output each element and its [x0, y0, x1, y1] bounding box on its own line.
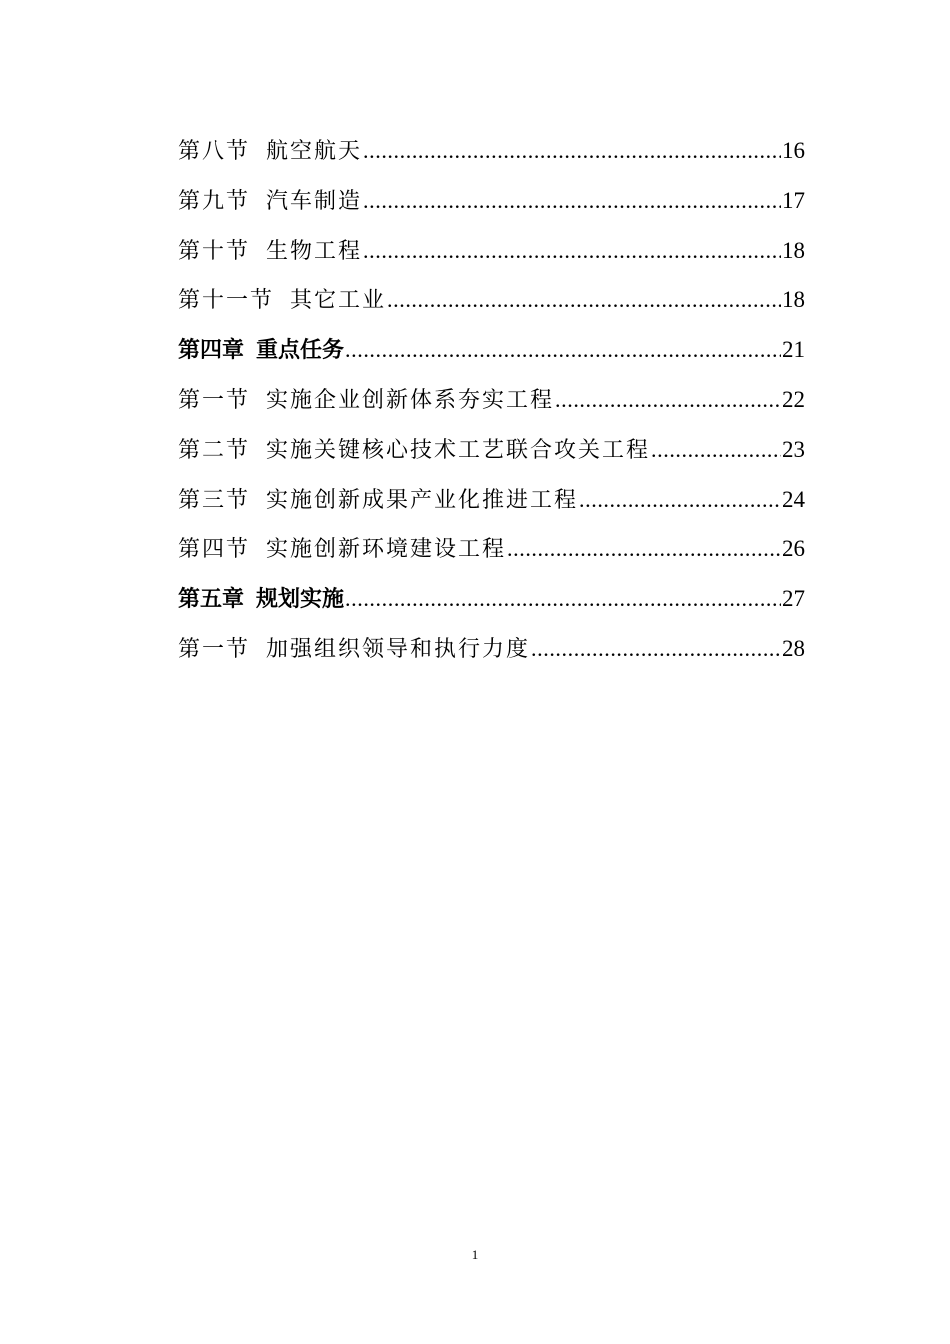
- toc-entry-section[interactable]: [178, 176, 805, 226]
- toc-entry-page: 23: [782, 436, 805, 462]
- toc-entry-chapter[interactable]: [178, 325, 805, 375]
- toc-entry-page: 27: [782, 586, 805, 612]
- toc-entry-title: 航空航天: [266, 139, 363, 164]
- toc-entry-number: 第八节: [178, 139, 251, 164]
- table-of-contents: [178, 126, 805, 674]
- toc-entry-page: 18: [782, 237, 805, 263]
- toc-entry-page: 24: [782, 486, 805, 512]
- toc-entry-number: 第一节: [178, 387, 251, 413]
- toc-dot-leader: [363, 126, 781, 176]
- toc-entry-title: 生物工程: [266, 238, 363, 264]
- toc-entry-number: 第三节: [178, 487, 251, 513]
- toc-dot-leader: [387, 275, 781, 325]
- toc-entry-title: 加强组织领导和执行力度: [266, 636, 531, 662]
- toc-dot-leader: [507, 524, 781, 574]
- toc-entry-title: 汽车制造: [266, 188, 363, 214]
- toc-entry-number: 第二节: [178, 437, 251, 463]
- toc-entry-title: 实施创新成果产业化推进工程: [266, 487, 579, 513]
- toc-entry-title: 其它工业: [290, 288, 387, 314]
- toc-entry-section[interactable]: [178, 375, 805, 425]
- page-number: 1: [471, 1247, 479, 1262]
- toc-entry-section[interactable]: [178, 126, 805, 176]
- toc-entry-section[interactable]: [178, 624, 805, 674]
- toc-entry-page: 16: [782, 138, 805, 163]
- toc-entry-number: 第一节: [178, 636, 251, 662]
- toc-dot-leader: [345, 574, 781, 624]
- toc-entry-chapter[interactable]: [178, 574, 805, 624]
- toc-entry-section[interactable]: [178, 226, 805, 276]
- toc-entry-title: 实施企业创新体系夯实工程: [266, 387, 555, 413]
- toc-entry-page: 18: [782, 287, 805, 313]
- toc-dot-leader: [345, 325, 781, 375]
- toc-entry-title: 实施创新环境建设工程: [266, 537, 507, 563]
- toc-dot-leader: [363, 226, 781, 276]
- toc-entry-number: 第四章: [178, 338, 245, 364]
- toc-dot-leader: [363, 176, 781, 226]
- toc-dot-leader: [531, 624, 781, 674]
- toc-entry-page: 26: [782, 536, 805, 562]
- toc-entry-page: 21: [782, 337, 805, 363]
- toc-dot-leader: [555, 375, 781, 425]
- toc-entry-title: 重点任务: [256, 338, 345, 364]
- toc-entry-title: 实施关键核心技术工艺联合攻关工程: [266, 437, 651, 463]
- toc-entry-number: 第四节: [178, 537, 251, 563]
- toc-entry-section[interactable]: [178, 275, 805, 325]
- toc-dot-leader: [579, 475, 781, 525]
- toc-entry-number: 第五章: [178, 587, 245, 613]
- toc-entry-number: 第十一节: [178, 288, 275, 314]
- toc-entry-title: 规划实施: [256, 587, 345, 613]
- toc-entry-section[interactable]: [178, 524, 805, 574]
- toc-entry-number: 第九节: [178, 188, 251, 214]
- toc-entry-number: 第十节: [178, 238, 251, 264]
- toc-entry-section[interactable]: [178, 425, 805, 475]
- toc-entry-section[interactable]: [178, 475, 805, 525]
- toc-dot-leader: [651, 425, 781, 475]
- toc-entry-page: 17: [782, 187, 805, 213]
- toc-entry-page: 22: [782, 386, 805, 412]
- toc-entry-page: 28: [782, 635, 805, 661]
